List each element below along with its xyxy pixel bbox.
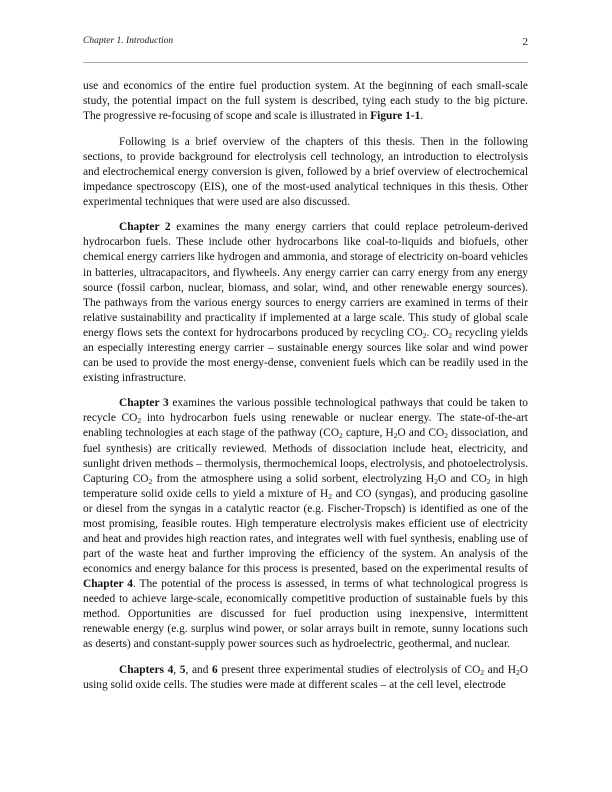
subscript: 2	[448, 330, 453, 340]
text-run: from the atmosphere using a solid sorbent, electrolyzing H	[152, 472, 435, 485]
bold-reference: 5	[179, 663, 186, 676]
running-header	[83, 36, 528, 52]
subscript: 2	[516, 667, 520, 677]
text-run: dissociation, and fuel synthesis) are critically reviewed. Methods of dissociation include heat, electricity, and sunlight driven methods – thermolysis, thermochemical loops, electrolysis, and photoelectrolysis. Capturing CO	[83, 427, 528, 485]
page-number: 2	[522, 36, 528, 48]
bold-reference: Chapter 4	[83, 577, 133, 590]
text-run: and H	[484, 663, 516, 676]
subscript: 2	[422, 330, 427, 340]
text-run: .	[420, 110, 424, 123]
text-run: . CO	[426, 326, 449, 339]
bold-reference: 6	[212, 663, 218, 676]
bold-reference: Chapter 3	[119, 397, 169, 410]
subscript: 2	[328, 491, 332, 501]
subscript: 2	[137, 416, 142, 426]
bold-reference: Chapter 2	[119, 221, 171, 234]
text-run: use and economics of the entire fuel production system. At the beginning of each small-scale study, the potential impact on the full system is described, tying each study to the big picture. The progressive re-focusing of scope and scale is illustrated in	[83, 80, 528, 123]
text-run: and CO (syngas), and producing gasoline or diesel from the syngas in a catalytic reactor (e.g. Fischer-Tropsch) is identified as one of the most promising, feasible routes. High temperature electrolysis makes efficient use of electricity and heat and provides high reaction rates, and integrates well with fuel synthesis, enabling use of part of the waste heat and further improving the efficiency of the system. An analysis of the economics and energy balance for this process is presented, based on the experimental results of	[83, 487, 529, 575]
bold-reference: Chapters 4	[119, 663, 174, 676]
text-run: in high temperature solid oxide cells to yield a mixture of H	[83, 472, 528, 500]
paragraph	[83, 396, 528, 652]
bold-reference: Figure 1-1	[370, 110, 421, 123]
text-run: Following is a brief overview of the chapters of this thesis. Then in the following sections, to provide background for electrolysis cell technology, an introduction to electrolysis and electrochemical energy conversion is given, followed by a brief overview of electrochemical impedance spectroscopy (EIS), one of the most-used analytical techniques in this thesis. Other experimental techniques that were used are also discussed.	[83, 135, 528, 208]
subscript: 2	[393, 431, 398, 441]
text-run: O and CO	[437, 472, 487, 485]
subscript: 2	[148, 476, 153, 486]
header-rule	[83, 62, 528, 63]
text-run: recycling yields an especially interesting energy carrier – sustainable energy sources like solar and wind power can be used to provide the most energy-dense, convenient fuels which can be readily used in the existing infrastructure.	[83, 326, 528, 384]
paragraph	[83, 135, 528, 210]
subscript: 2	[434, 476, 438, 486]
running-title: Chapter 1. Introduction	[83, 36, 174, 46]
text-run: O using solid oxide cells. The studies were made at different scales – at the cell level, electrode	[83, 663, 528, 691]
text-run: ,	[173, 663, 180, 676]
text-run: capture, H	[342, 427, 394, 440]
text-run: into hydrocarbon fuels using renewable or nuclear energy. The state-of-the-art enabling technologies at each stage of the pathway (CO	[83, 412, 528, 440]
text-run: present three experimental studies of electrolysis of CO	[217, 663, 481, 676]
subscript: 2	[339, 431, 343, 441]
text-run: , and	[185, 663, 213, 676]
body-text	[83, 79, 528, 703]
text-run: O and CO	[397, 427, 445, 440]
text-run: examines the many energy carriers that could replace petroleum-derived hydrocarbon fuels. These include other hydrocarbons like coal-to-liquids and biofuels, other chemical energy carriers like hydrogen and ammonia, and storage of electricity on-board vehicles in batteries, ultracapacitors, and flywheels. Any energy carrier can carry energy from any energy source (fossil carbon, nuclear, biomass, and solar, wind, and other renewable energy sources). The pathways from the various energy sources to energy carriers are examined in terms of their relative sustainability and practicality if implemented at a large scale. This study of global scale energy flows sets the context for hydrocarbons produced by recycling CO	[83, 221, 528, 339]
subscript: 2	[480, 667, 485, 677]
text-run: examines the various possible technological pathways that could be taken to recycle CO	[83, 397, 528, 425]
paragraph	[83, 663, 528, 693]
subscript: 2	[486, 476, 491, 486]
paragraph	[83, 220, 528, 386]
text-run: . The potential of the process is assessed, in terms of what technological progress is needed to achieve large-scale, economically competitive production of sustainable fuels by this method. Opportunities are discussed for fuel production using inexpensive, intermittent renewable energy (e.g. surplus wind power, or solar arrays built in remote, sunny locations such as deserts) and constant-supply power sources such as hydroelectric, geothermal, and nuclear.	[83, 577, 528, 651]
paragraph	[83, 79, 528, 124]
subscript: 2	[444, 431, 448, 441]
